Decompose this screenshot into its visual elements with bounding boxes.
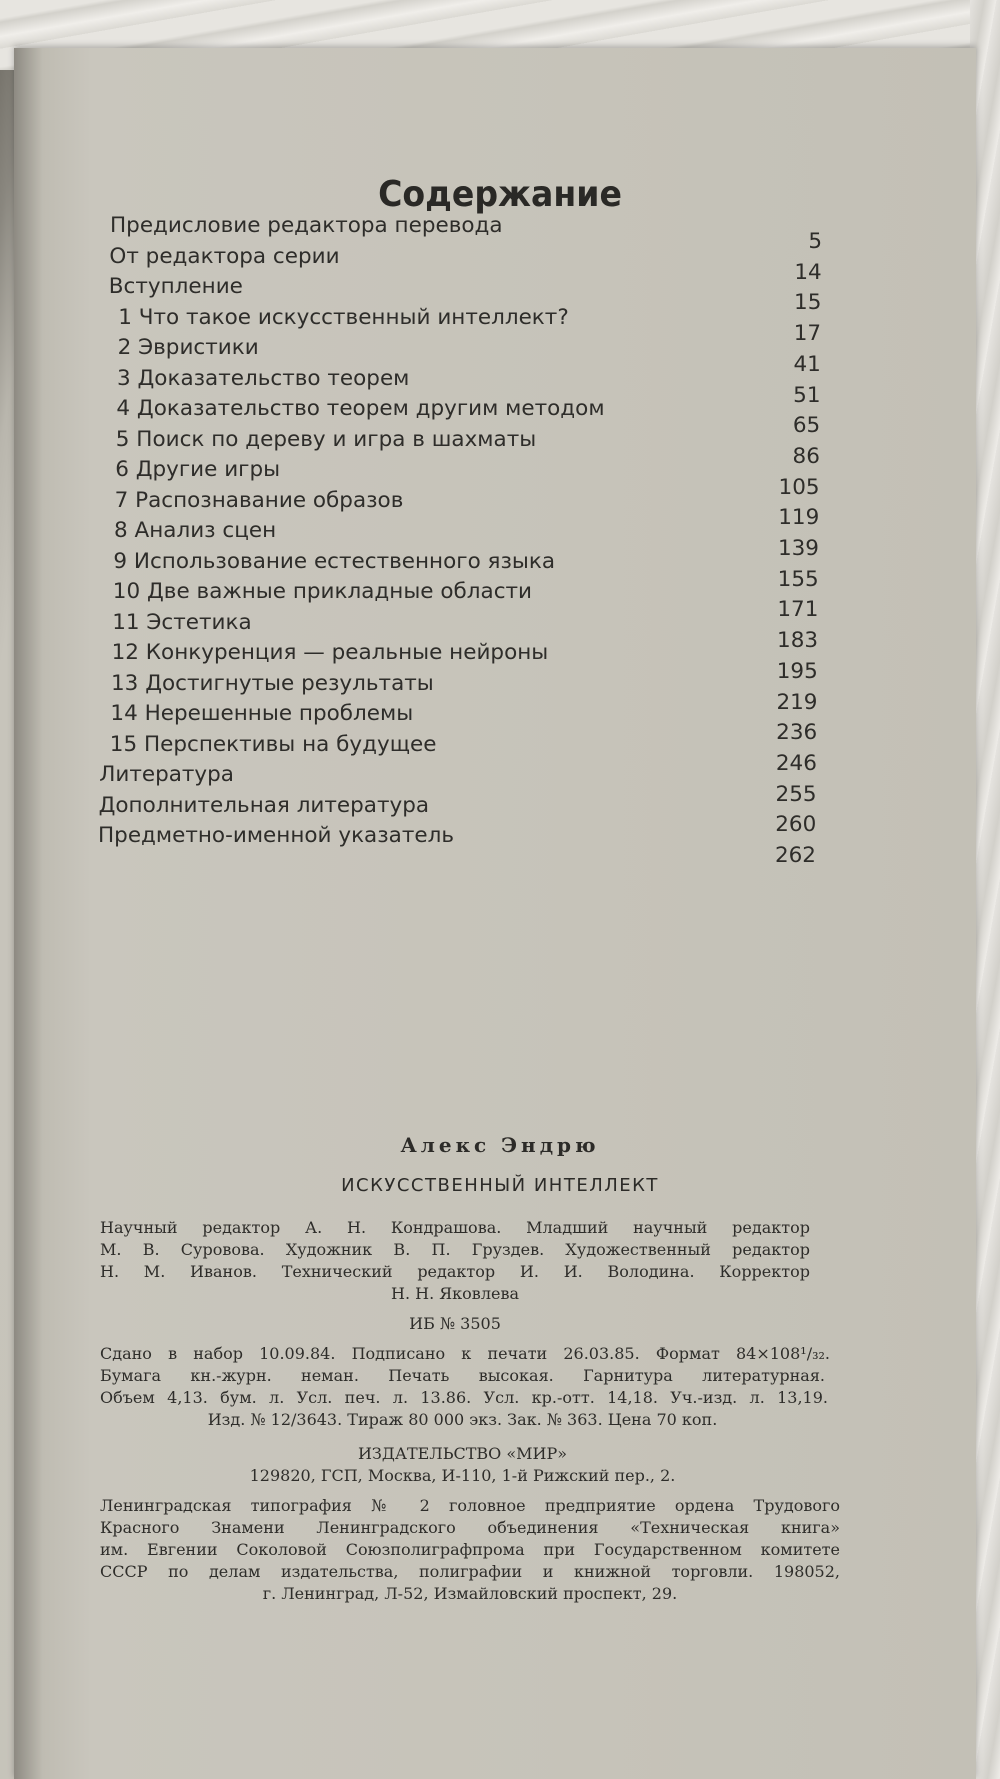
imprint-typography-last: г. Ленинград, Л-52, Измайловский проспект, 29.: [262, 1584, 678, 1603]
toc-entry-title: 13 Достигнутые результаты: [111, 670, 434, 696]
toc-entry-page: 219: [776, 689, 818, 715]
toc-entry-page: 171: [777, 597, 819, 623]
toc-entry-page: 86: [792, 443, 820, 469]
toc-entry-page: 5: [808, 229, 822, 254]
toc-entry-page: 105: [778, 474, 820, 500]
toc-entry-page: 262: [774, 843, 816, 868]
toc-entry-title: Вступление: [108, 274, 243, 299]
imprint-print-last: Изд. № 12/3643. Тираж 80 000 экз. Зак. № 363. Цена 70 коп.: [207, 1410, 718, 1429]
toc-entry-page: 139: [777, 536, 819, 561]
toc-entry-page: 183: [777, 628, 819, 654]
imprint-editors-line: М. В. Суровова. Художник В. П. Груздев. Художественный редактор: [100, 1240, 810, 1259]
toc-entry-title: Дополнительная литература: [98, 792, 430, 818]
toc-entry-page: 41: [793, 351, 821, 377]
toc-entry-title: 15 Перспективы на будущее: [109, 731, 437, 757]
toc-entry-page: 15: [794, 290, 822, 316]
imprint-typography-line: Красного Знамени Ленинградского объединения «Техническая книга»: [100, 1518, 840, 1537]
toc-entry-page: 17: [793, 321, 822, 347]
toc-entry-title: 2 Эвристики: [117, 335, 259, 360]
toc-entry-title: 10 Две важные прикладные области: [112, 579, 533, 604]
toc-entry-title: 4 Доказательство теорем другим методом: [116, 396, 605, 421]
toc-entry-title: 3 Доказательство теорем: [117, 365, 410, 391]
toc-entry-title: От редактора серии: [109, 243, 340, 269]
toc-entry-page: 260: [775, 812, 817, 838]
toc-entry-title: 5 Поиск по дереву и игра в шахматы: [115, 426, 537, 452]
imprint-print-line: Объем 4,13. бум. л. Усл. печ. л. 13.86. Усл. кр.-отт. 14,18. Уч.-изд. л. 13,19.: [100, 1388, 828, 1407]
toc-entry-page: 255: [775, 781, 817, 807]
imprint-typography-line: СССР по делам издательства, полиграфии и книжной торговли. 198052,: [100, 1562, 840, 1581]
toc-entry-title: 12 Конкуренция — реальные нейроны: [111, 640, 549, 665]
imprint-editors-last: Н. Н. Яковлева: [391, 1284, 519, 1303]
imprint-publisher: ИЗДАТЕЛЬСТВО «МИР»: [357, 1444, 568, 1463]
imprint-typography-line: Ленинградская типография № 2 головное предприятие ордена Трудового: [100, 1496, 840, 1515]
toc-entry-page: 51: [793, 382, 821, 408]
toc-entry-page: 155: [777, 566, 819, 592]
imprint-editors-line: Н. М. Иванов. Технический редактор И. И. Володина. Корректор: [100, 1262, 810, 1281]
toc-entry-page: 65: [792, 413, 821, 439]
imprint-print-line: Сдано в набор 10.09.84. Подписано к печати 26.03.85. Формат 84×108¹/₃₂.: [100, 1344, 830, 1363]
imprint-typography-line: им. Евгении Соколовой Союзполиграфпрома при Государственном комитете: [100, 1540, 840, 1559]
imprint-print-line: Бумага кн.-журн. неман. Печать высокая. Гарнитура литературная.: [100, 1366, 825, 1385]
toc-entry-title: 9 Использование естественного языка: [113, 548, 556, 574]
toc-heading: Содержание: [378, 174, 622, 215]
toc-entry-page: 246: [775, 750, 817, 776]
toc-entry-title: 14 Нерешенные проблемы: [110, 701, 414, 726]
toc-entry-title: 7 Распознавание образов: [114, 487, 404, 513]
toc-entry-page: 14: [794, 259, 822, 285]
toc-entry-title: 6 Другие игры: [115, 457, 281, 482]
imprint-book-title: ИСКУССТВЕННЫЙ ИНТЕЛЛЕКТ: [341, 1175, 659, 1196]
toc-entry-title: 8 Анализ сцен: [114, 518, 277, 543]
toc-entry-title: 11 Эстетика: [112, 609, 252, 635]
toc-entry-page: 236: [776, 720, 818, 746]
toc-entry-page: 119: [778, 505, 820, 531]
imprint-editors-line: Научный редактор А. Н. Кондрашова. Младший научный редактор: [100, 1218, 810, 1237]
imprint-author: Алекс Эндрю: [400, 1133, 600, 1157]
imprint-ib-number: ИБ № 3505: [409, 1314, 501, 1333]
imprint-publisher-address: 129820, ГСП, Москва, И-110, 1-й Рижский пер., 2.: [249, 1466, 676, 1485]
toc-entry-title: 1 Что такое искусственный интеллект?: [118, 304, 569, 330]
toc-entry-title: Предисловие редактора перевода: [110, 213, 503, 238]
toc-entry-title: Предметно-именной указатель: [98, 823, 454, 848]
toc-entry-title: Литература: [99, 762, 234, 787]
toc-entry-page: 195: [776, 658, 818, 684]
